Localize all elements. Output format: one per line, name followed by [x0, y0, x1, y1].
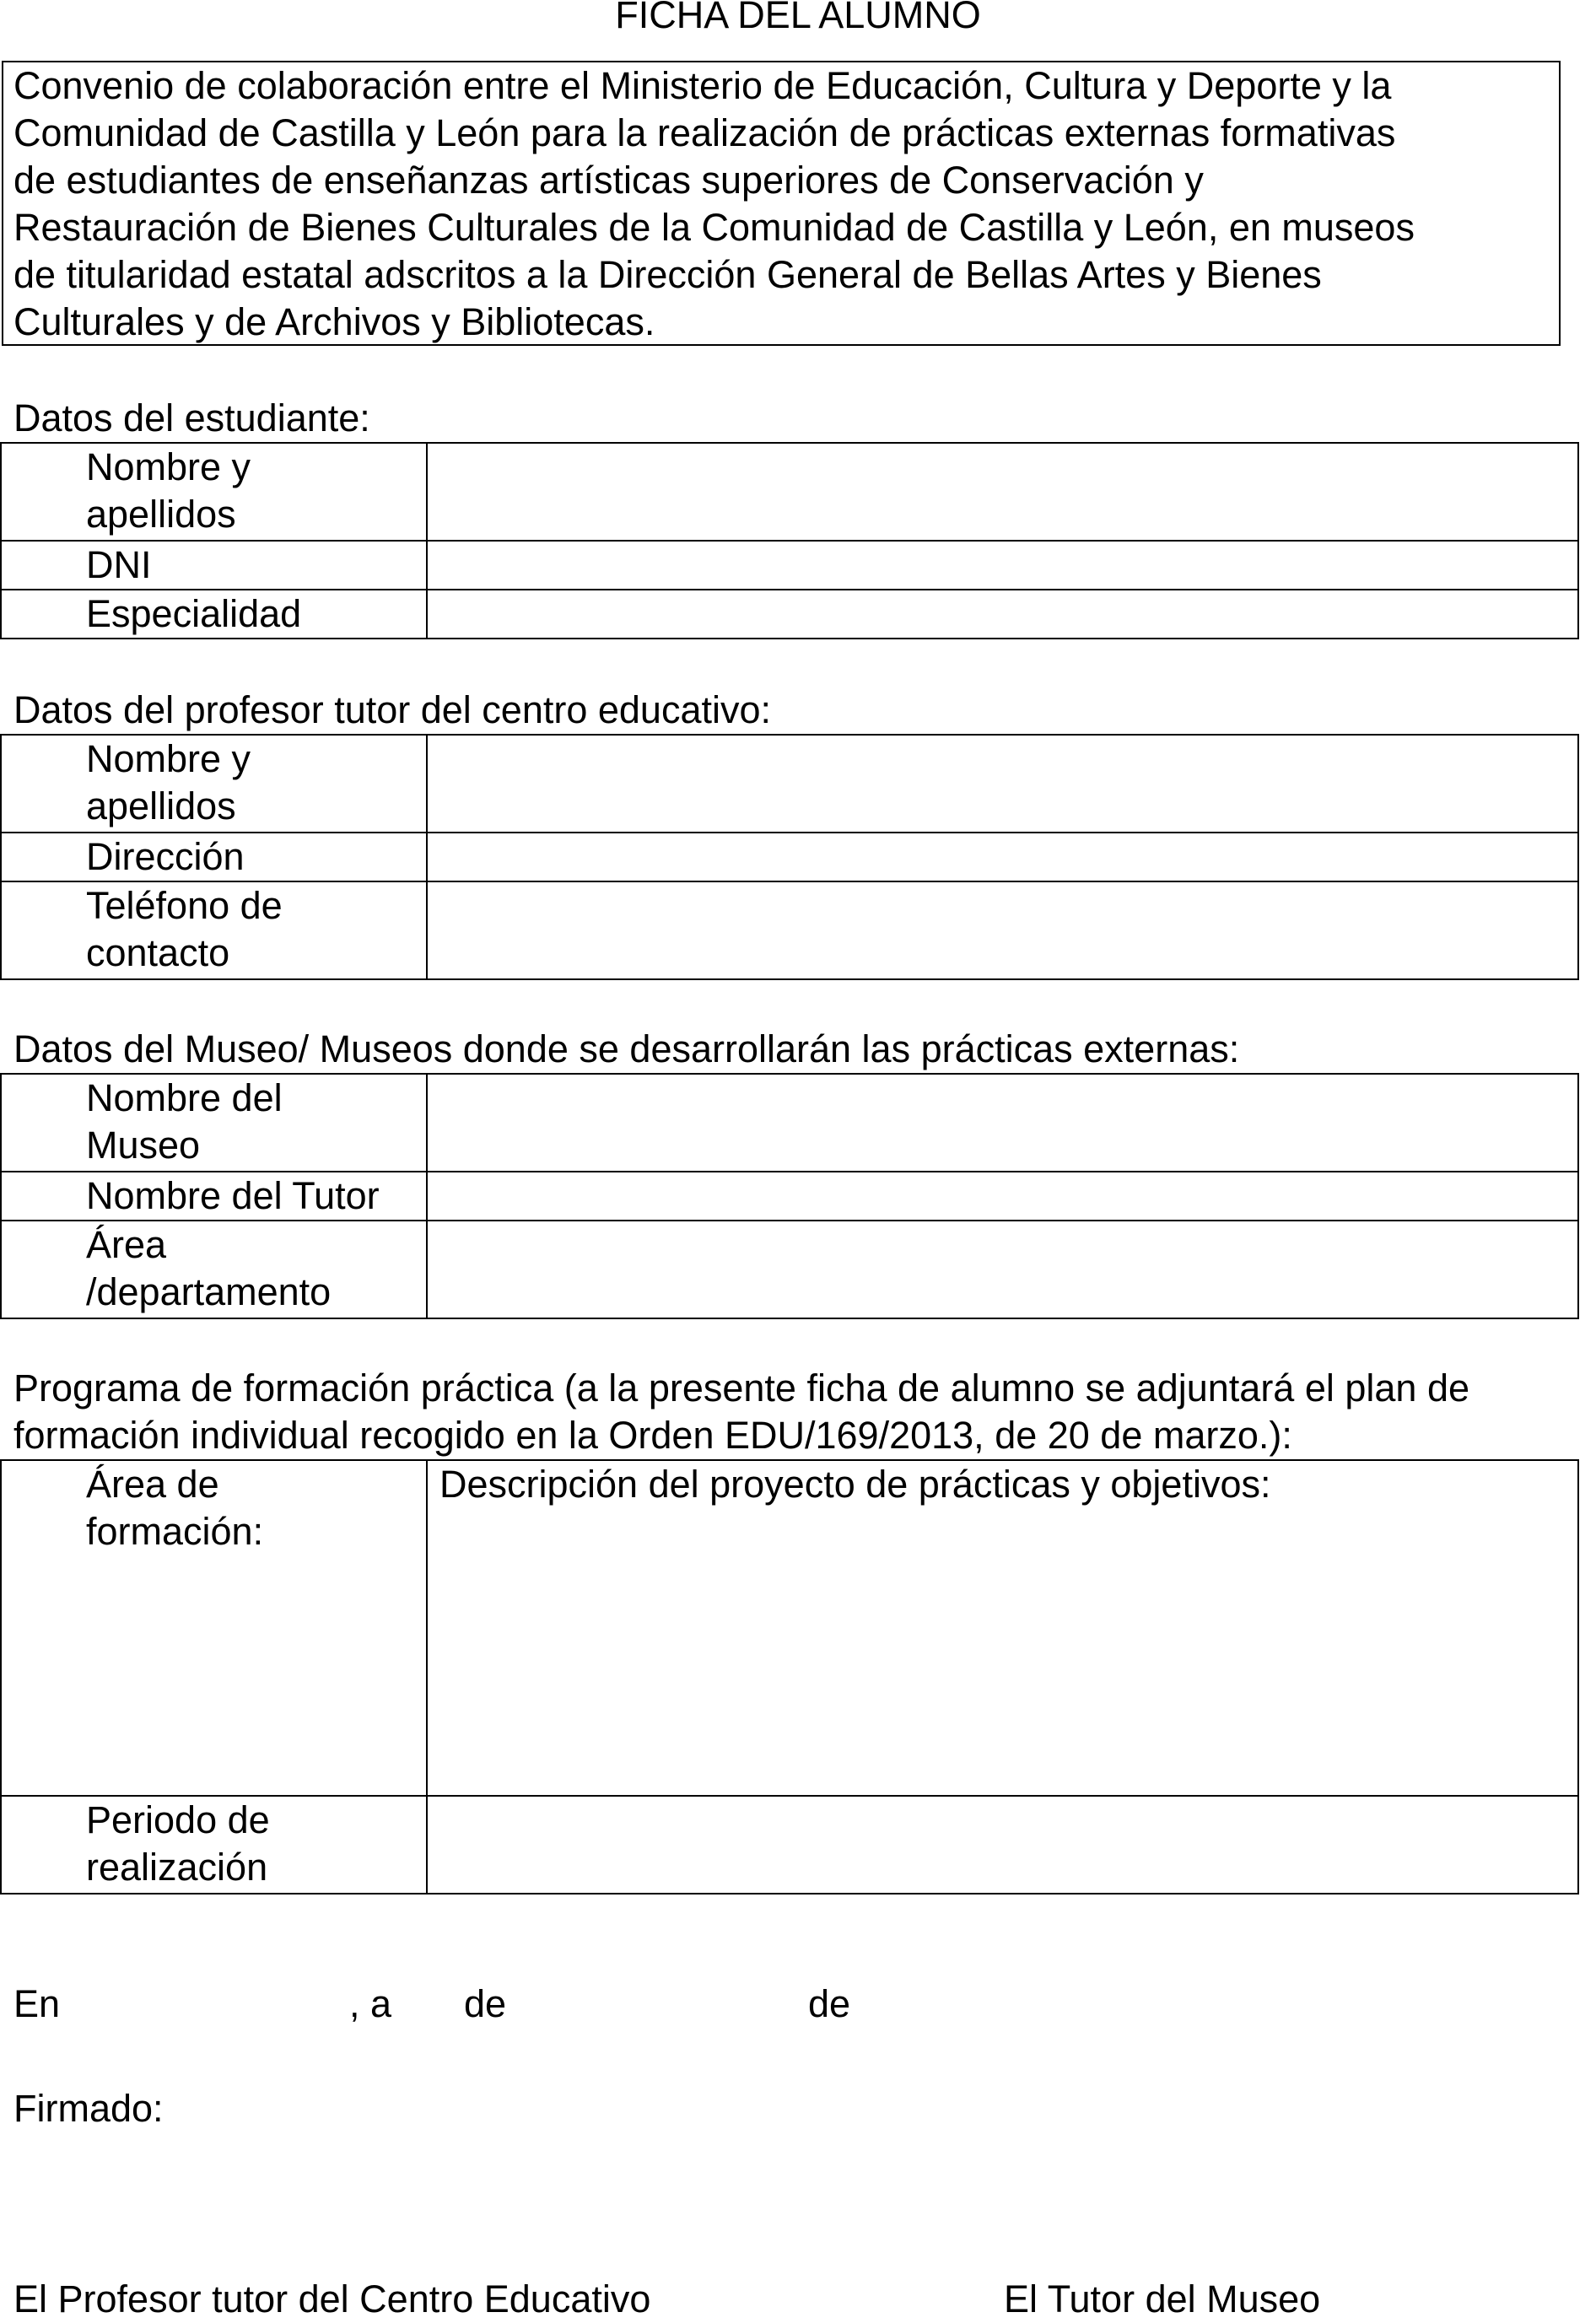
- museum-table: [0, 1073, 1579, 1319]
- project-description-field[interactable]: [427, 1460, 1578, 1796]
- museum-name-field[interactable]: [427, 1074, 1578, 1172]
- teacher-phone-label: Teléfono de contacto: [1, 881, 427, 979]
- agreement-line: de estudiantes de enseñanzas artísticas superiores de Conservación y: [13, 159, 1204, 202]
- student-specialty-label: Especialidad: [1, 590, 427, 639]
- museum-tutor-label: Nombre del Tutor: [1, 1172, 427, 1221]
- student-name-field[interactable]: [427, 443, 1578, 541]
- signed-label: Firmado:: [13, 2087, 164, 2130]
- teacher-phone-field[interactable]: [427, 881, 1578, 979]
- agreement-line: Culturales y de Archivos y Bibliotecas.: [13, 300, 655, 343]
- student-dni-label: DNI: [1, 541, 427, 590]
- museum-name-label: Nombre del Museo: [1, 1074, 427, 1172]
- agreement-line: Convenio de colaboración entre el Ministerio de Educación, Cultura y Deporte y la: [13, 64, 1392, 107]
- student-name-label: Nombre y apellidos: [1, 443, 427, 541]
- program-table: [0, 1459, 1579, 1895]
- agreement-line: Restauración de Bienes Culturales de la Comunidad de Castilla y León, en museos: [13, 206, 1415, 249]
- agreement-line: Comunidad de Castilla y León para la realización de prácticas externas formativas: [13, 111, 1396, 154]
- teacher-address-field[interactable]: [427, 833, 1578, 881]
- museum-area-field[interactable]: [427, 1221, 1578, 1318]
- museum-area-label: Área /departamento: [1, 1221, 427, 1318]
- period-field[interactable]: [427, 1796, 1578, 1894]
- document-title: FICHA DEL ALUMNO: [615, 0, 981, 36]
- museum-tutor-field[interactable]: [427, 1172, 1578, 1221]
- program-heading: Programa de formación práctica (a la presente ficha de alumno se adjuntará el plan de formación individual recogido en la Orden EDU/169/2013, de 20 de marzo.):: [13, 1366, 1469, 1457]
- date-de-label: de: [464, 1982, 507, 2025]
- place-a-label: , a: [349, 1982, 392, 2025]
- student-heading: Datos del estudiante:: [13, 396, 370, 439]
- teacher-table: [0, 734, 1579, 980]
- teacher-heading: Datos del profesor tutor del centro educativo:: [13, 688, 772, 731]
- place-en-label: En: [13, 1982, 61, 2025]
- student-specialty-field[interactable]: [427, 590, 1578, 639]
- student-dni-field[interactable]: [427, 541, 1578, 590]
- project-description-label: Descripción del proyecto de prácticas y objetivos:: [439, 1463, 1271, 1506]
- training-area-label: Área de formación:: [1, 1460, 427, 1796]
- museum-heading: Datos del Museo/ Museos donde se desarrollarán las prácticas externas:: [13, 1027, 1240, 1070]
- period-label: Periodo de realización: [1, 1796, 427, 1894]
- agreement-box: [2, 61, 1561, 346]
- signature-teacher-label: El Profesor tutor del Centro Educativo: [13, 2277, 651, 2320]
- teacher-address-label: Dirección: [1, 833, 427, 881]
- signature-museum-tutor-label: El Tutor del Museo: [1004, 2277, 1321, 2320]
- student-table: [0, 442, 1579, 639]
- teacher-name-label: Nombre y apellidos: [1, 735, 427, 833]
- teacher-name-field[interactable]: [427, 735, 1578, 833]
- agreement-line: de titularidad estatal adscritos a la Dirección General de Bellas Artes y Bienes: [13, 253, 1322, 296]
- date-de-label-2: de: [808, 1982, 851, 2025]
- place-date-line: [0, 1981, 1596, 2028]
